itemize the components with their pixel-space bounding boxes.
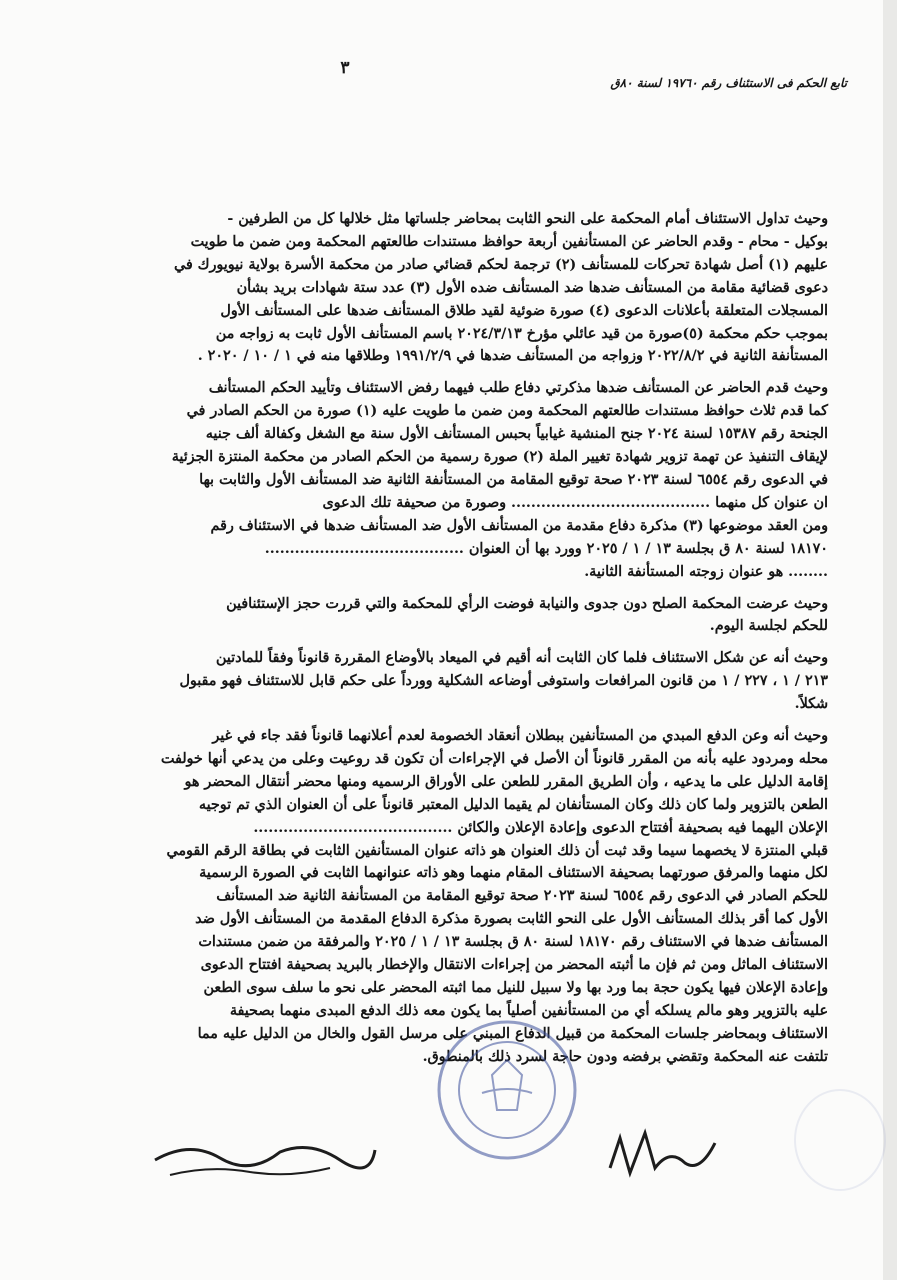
faint-watermark-signature [790,1085,890,1195]
text-line: وحيث أنه عن شكل الاستئناف فلما كان الثابت أنه أقيم في الميعاد بالأوضاع المقررة قانوناً وفقاً للمادتين [215,650,828,667]
paragraph-settlement [60,593,828,639]
court-seal [432,1015,582,1165]
text-line: لكل منهما والمرفق صورتهما بصحيفة الاستئناف المقام منهما وهو ذاته عنوانهما الثابت في الصورة الرسمية [199,865,828,882]
text-line: الطعن بالتزوير ولما كان ذلك وكان المستأنفان لم يقيما الدليل المعتبر قانوناً على أن العنوان الذي تم توجيه [198,796,828,813]
text-line: ........ هو عنوان زوجته المستأنفة الثانية. [584,563,828,580]
text-line: تلتفت عنه المحكمة وتقضي برفضه ودون حاجة لسرد ذلك بالمنطوق. [422,1048,828,1065]
text-line: الاستئناف وبمحاضر جلسات المحكمة من قبيل الدفاع المبني على مرسل القول والخال من الدليل عليه مما [197,1025,828,1042]
text-line: المستأنفة الثانية في ٢٠٢٢/٨/٢ وزواجه من المستأنف ضدها في ١٩٩١/٢/٩ وطلاقها منه في ١ / ١٠ / ٢٠٢٠ . [197,348,828,365]
paragraph-hearings [60,208,828,368]
text-line: لإيقاف التنفيذ عن تهمة تزوير شهادة تغيير الملة (٢) صورة رسمية من الحكم الصادر من محكمة المنتزة الجزئية [171,449,828,466]
text-line: ان عنوان كل منهما ........................................ وصورة من صحيفة تلك الدعوى [322,494,828,511]
signature-right [600,1118,720,1188]
text-line: وحيث قدم الحاضر عن المستأنف ضدها مذكرتي دفاع طلب فيهما رفض الاستئناف وتأييد الحكم المستأنف [208,380,828,397]
text-line: قبلي المنتزة لا يخصهما سيما وقد ثبت أن ذلك العنوان هو ذاته عنوان المستأنفين الثابت في بطاقة الرقم القومي [166,842,828,859]
paragraph-respondent-defense [60,377,828,583]
text-line: في الدعوى رقم ٦٥٥٤ لسنة ٢٠٢٣ صحة توقيع المقامة من المستأنفة الثانية ضد المستأنف الأول والثابت بها [199,471,828,488]
text-line: وإعادة الإعلان فيها يكون حجة بما ورد بها ولا سبيل للنيل مما اثبته المحضر على نحو ما سلف سوى الطعن [203,980,828,996]
text-line: المسجلات المتعلقة بأعلانات الدعوى (٤) صورة ضوئية لقيد طلاق المستأنف ضدها على المستأنف الأول [220,302,828,319]
text-line: الاستئناف الماثل ومن ثم فإن ما أثبته المحضر من إجراءات الانتقال والإخطار بالبريد بصحيفة افتتاح الدعوى [200,957,828,974]
text-line: ومن العقد موضوعها (٣) مذكرة دفاع مقدمة من المستأنف الأول ضد المستأنف ضدها في الاستئناف رقم [210,517,828,534]
running-header: تابع الحكم فى الاستئناف رقم ١٩٧٦٠ لسنة ٨٠ق [610,76,847,90]
text-line: الجنحة رقم ١٥٣٨٧ لسنة ٢٠٢٤ جنح المنشية غيابياً بحبس المستأنف الأول سنة مع الشغل وكفالة ألف جنيه [205,426,828,443]
text-line: الإعلان اليهما فيه بصحيفة أفتتاح الدعوى وإعادة الإعلان والكائن ........................................ [253,819,828,836]
text-line: وحيث عرضت المحكمة الصلح دون جدوى والنيابة فوضت الرأي للمحكمة والتي قررت حجز الإستئنافين [226,595,828,612]
text-line: محله ومردود عليه بأنه من المقرر قانوناً أن الأصل في الإجراءات أن تكون قد روعيت وعلى من يدعي أنها خولفت [160,750,828,767]
text-line: عليهم (١) أصل شهادة تحركات للمستأنف (٢) ترجمة لحكم قضائي صادر من محكمة الأسرة بولاية نيويورك في [173,256,828,273]
text-line: دعوى قضائية مقامة من المستأنف ضدها ضد المستأنف ضده الأول (٣) عدد ستة شهادات بريد بشأن [236,279,828,296]
text-line: بموجب حكم محكمة (٥)صورة من قيد عائلي مؤرخ ٢٠٢٤/٣/١٣ باسم المستأنف الأول ثابت به زواجه من [215,325,828,342]
text-line: عليه بالتزوير وهو مالم يسلكه أي من المستأنفين أصلياً بما يكون معه ذلك الدفع المبدى منهما بصحيفة [229,1002,828,1019]
judgment-body [60,208,828,1078]
paragraph-form-of-appeal [60,647,828,716]
text-line: المستأنف ضدها في الاستئناف رقم ١٨١٧٠ لسنة ٨٠ ق بجلسة ١٣ / ١ / ٢٠٢٥ والمرفقة من ضمن مستندات [198,934,828,951]
text-line: الأول كما أقر بذلك المستأنف الأول على النحو الثابت بصورة مذكرة الدفاع المقدمة من المستأنف الأول ضد [195,911,828,928]
text-line: للحكم الصادر في الدعوى رقم ٦٥٥٤ لسنة ٢٠٢٣ صحة توقيع المقامة من المستأنفة الثانية ضد المستأنف [216,888,828,905]
text-line: للحكم لجلسة اليوم. [709,618,828,635]
text-line: إقامة الدليل على ما يدعيه ، وأن الطريق المقرر للطعن على الأوراق الرسميه ومنها محضر أنتقال المحضر هو [184,773,828,790]
text-line: وحيث أنه وعن الدفع المبدي من المستأنفين ببطلان أنعقاد الخصومة لعدم أعلانهما قانوناً فقد جاء في غير [212,728,828,745]
text-line: شكلاً. [794,696,828,713]
text-line: ٢١٣ / ١ ، ٢٢٧ / ١ من قانون المرافعات واستوفى أوضاعه الشكلية وورداً على حكم قابل للاستئناف فهو مقبول [179,673,828,690]
text-line: بوكيل - محام - وقدم الحاضر عن المستأنفين أربعة حوافظ مستندات طالعتهم المحكمة ومن ضمن ما طويت [190,233,828,250]
signature-left [150,1120,380,1190]
text-line: وحيث تداول الاستئناف أمام المحكمة على النحو الثابت بمحاضر جلساتها مثل خلالها كل من الطرفين - [227,211,828,227]
text-line: كما قدم ثلاث حوافظ مستندات طالعتهم المحكمة ومن ضمن ما طويت عليه (١) صورة من الحكم الصادر في [186,403,828,420]
page-number: ٣ [340,58,350,78]
text-line: ١٨١٧٠ لسنة ٨٠ ق بجلسة ١٣ / ١ / ٢٠٢٥ وورد بها أن العنوان ........................................ [264,540,828,557]
